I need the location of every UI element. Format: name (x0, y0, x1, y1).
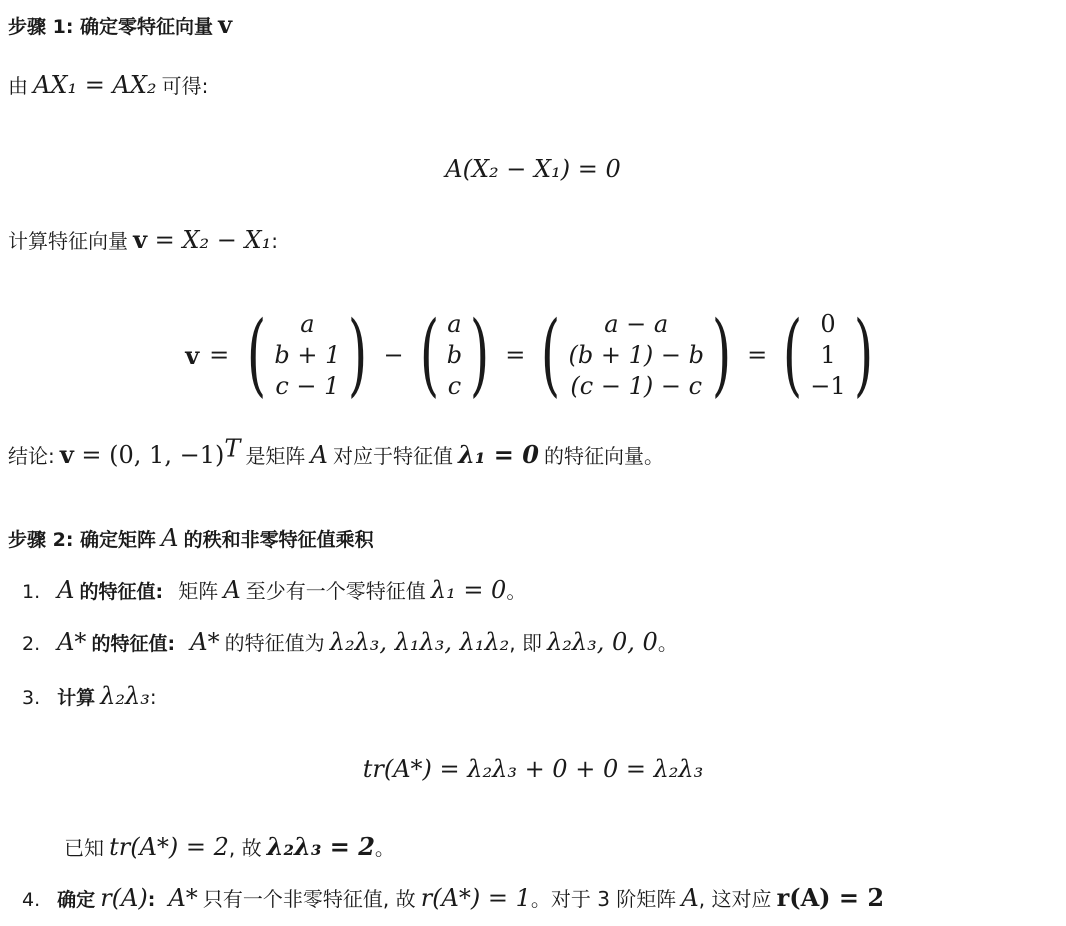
conclusion-mid: 是矩阵 (245, 444, 306, 468)
col3-entries (568, 309, 703, 402)
equation-1 (0, 155, 1066, 183)
col1-entry: c − 1 (275, 371, 340, 400)
item4-math: r(A*) = 1 (420, 884, 531, 912)
left-paren: ( (541, 302, 561, 407)
vector-equation (0, 300, 1066, 410)
item4-text1: 只有一个非零特征值, 故 (202, 887, 416, 911)
col4-entries (810, 309, 845, 402)
item-number: 3. (22, 687, 41, 709)
intro-suffix: 可得: (161, 74, 209, 98)
conclusion-math: = (0, 1, −1) (73, 441, 225, 469)
conclusion-lambda: λ₁ = 0 (458, 440, 539, 469)
item2-bold-label: 的特征值: (91, 633, 176, 655)
step1-calc (8, 225, 278, 254)
conclusion-v: v (59, 440, 74, 469)
equation-1-math: A(X₂ − X₁) = 0 (445, 155, 621, 183)
item3-bold-label: 计算 (57, 687, 96, 709)
col4-entry: −1 (810, 371, 846, 400)
step1-intro (8, 70, 208, 99)
right-paren: ) (853, 302, 873, 407)
col3-entry: (c − 1) − c (570, 371, 703, 400)
item1-math: λ₁ = 0 (430, 576, 507, 604)
intro-prefix: 由 (8, 74, 28, 98)
calc-suffix: : (271, 229, 278, 253)
vector-col2 (412, 302, 498, 407)
item4-bold-colon: : (147, 889, 156, 911)
left-paren: ( (783, 302, 803, 407)
item2-math: λ₂λ₃, λ₁λ₃, λ₁λ₂ (329, 628, 510, 656)
item4-math2: r(A) = 2 (776, 883, 885, 912)
right-paren: ) (470, 302, 490, 407)
step1-heading-var: v (218, 10, 233, 39)
col3-entry: a − a (604, 309, 669, 338)
col2-entries (447, 309, 462, 402)
right-paren: ) (348, 302, 368, 407)
list-item (22, 575, 526, 604)
intro-math: AX₁ = AX₂ (33, 71, 157, 99)
step1-conclusion (8, 434, 665, 469)
step2-heading (8, 524, 374, 552)
item4-bold-math: r(A) (100, 884, 148, 912)
known-math: tr(A*) = 2 (109, 833, 229, 861)
conclusion-suffix: 的特征向量。 (544, 444, 665, 468)
col2-entry: b (446, 340, 463, 369)
equals-sign: = (209, 341, 230, 369)
col1-entry: a (300, 309, 315, 338)
known-result: λ₂λ₃ = 2 (266, 832, 375, 861)
equals-sign: = (505, 341, 526, 369)
conclusion-mid2: 对应于特征值 (332, 444, 453, 468)
vector-col4 (775, 302, 881, 407)
col3-entry: (b + 1) − b (568, 340, 704, 369)
step2-heading-var: A (161, 524, 179, 552)
known-prefix: 已知 (64, 836, 104, 860)
calc-v: v (133, 225, 148, 254)
step2-heading-text: 步骤 2: 确定矩阵 (8, 529, 157, 551)
left-paren: ( (247, 302, 267, 407)
left-paren: ( (419, 302, 439, 407)
item1-bold-var: A (57, 576, 75, 604)
item4-bold-label: 确定 (57, 889, 96, 911)
item-number: 2. (22, 633, 41, 655)
trace-equation (0, 755, 1066, 783)
vector-col1 (239, 302, 375, 407)
vector-lhs: v (185, 340, 200, 370)
item3-math: λ₂λ₃ (100, 682, 150, 710)
item4-var2: A (681, 884, 699, 912)
item2-text3: 。 (657, 631, 678, 655)
item-number: 4. (22, 889, 41, 911)
list-item (22, 883, 884, 912)
item4-var: A* (168, 884, 198, 912)
conclusion-sup: T (224, 434, 241, 463)
calc-prefix: 计算特征向量 (8, 229, 128, 253)
item2-text2: , 即 (509, 631, 542, 655)
equals-sign: = (747, 341, 768, 369)
item4-text2: 。对于 3 阶矩阵 (530, 887, 677, 911)
item1-text2: 至少有一个零特征值 (245, 579, 426, 603)
col2-entry: c (447, 371, 462, 400)
item2-math2: λ₂λ₃, 0, 0 (547, 628, 658, 656)
list-item (22, 682, 157, 710)
item1-text1: 矩阵 (178, 579, 219, 603)
list-item (22, 627, 678, 656)
trace-equation-math: tr(A*) = λ₂λ₃ + 0 + 0 = λ₂λ₃ (362, 755, 704, 783)
step1-heading-text: 步骤 1: 确定零特征向量 (8, 16, 214, 38)
step1-heading (8, 10, 232, 39)
item1-var: A (223, 576, 241, 604)
known-suffix: 。 (374, 836, 395, 860)
col4-entry: 1 (820, 340, 836, 369)
col4-entry: 0 (820, 309, 836, 338)
conclusion-a: A (310, 441, 328, 469)
col1-entries (274, 309, 340, 402)
item4-text3: , 这对应 (698, 887, 772, 911)
item2-bold-var: A* (57, 628, 87, 656)
item2-text1: 的特征值为 (224, 631, 325, 655)
item2-var: A* (190, 628, 220, 656)
known-line (64, 832, 395, 861)
item1-bold-label: 的特征值: (79, 581, 164, 603)
known-mid: , 故 (228, 836, 262, 860)
col2-entry: a (447, 309, 462, 338)
item1-text3: 。 (506, 579, 527, 603)
conclusion-prefix: 结论: (8, 444, 55, 468)
item3-text1: : (149, 685, 157, 709)
step2-heading-suffix: 的秩和非零特征值乘积 (183, 529, 374, 551)
right-paren: ) (711, 302, 732, 407)
calc-math: = X₂ − X₁ (147, 226, 272, 254)
vector-col3 (533, 302, 739, 407)
col1-entry: b + 1 (274, 340, 341, 369)
minus-sign: − (383, 341, 404, 369)
item-number: 1. (22, 581, 41, 603)
